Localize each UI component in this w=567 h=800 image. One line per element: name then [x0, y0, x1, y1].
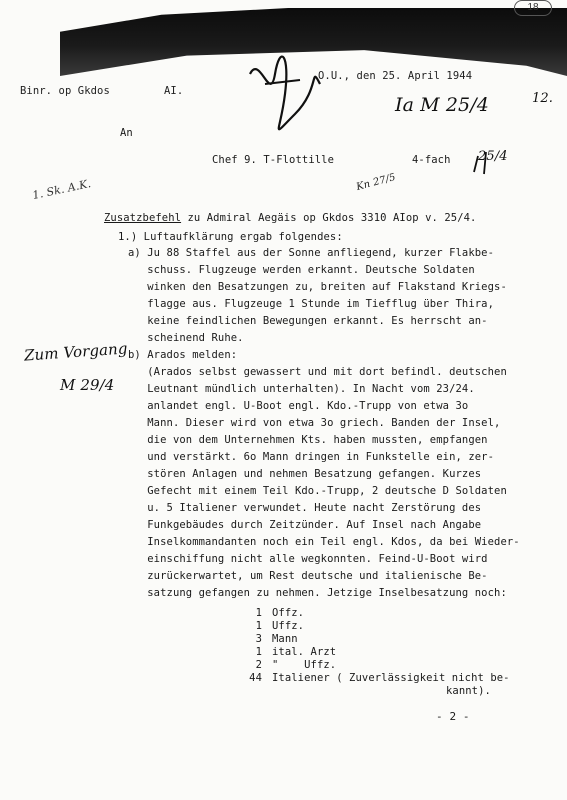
garrison-desc: Mann — [272, 633, 298, 645]
body-line: einschiffung nicht alle wegkonnten. Feind-U-Boot wird — [128, 553, 488, 565]
header-place-date: O.U., den 25. April 1944 — [318, 70, 473, 82]
handwritten-recipient-date: 25/4 — [478, 149, 508, 164]
body-line: und verstärkt. 6o Mann dringen in Funkstelle ein, zer- — [128, 451, 495, 463]
garrison-desc: Uffz. — [272, 620, 305, 632]
body-line: stören Anlagen und nehmen Besatzung gefangen. Kurzes — [128, 468, 482, 480]
subject-underlined: Zusatzbefehl — [104, 212, 182, 224]
garrison-count: 3 — [255, 633, 262, 645]
body-line: keine feindlichen Bewegungen erkannt. Es herrscht an- — [128, 315, 488, 327]
body-line: (Arados selbst gewassert und mit dort befindl. deutschen — [128, 366, 507, 378]
garrison-desc: Italiener ( Zuverlässigkeit nicht be- — [272, 672, 510, 684]
garrison-desc: Offz. — [272, 607, 305, 619]
body-line: 1.) Luftaufklärung ergab folgendes: — [118, 231, 343, 243]
page-number: - 2 - — [436, 710, 470, 723]
garrison-tail: kannt). — [446, 685, 491, 697]
body-line: b) Arados melden: — [128, 349, 238, 361]
check-mark-scribble — [470, 142, 510, 182]
header-ai: AI. — [164, 85, 184, 97]
garrison-count: 1 — [255, 646, 262, 658]
garrison-desc: ital. Arzt — [272, 646, 337, 658]
body-line: Leutnant mündlich unterhalten). In Nacht vom 23/24. — [128, 383, 475, 395]
body-line: zurückerwartet, um Rest deutsche und italienische Be- — [128, 570, 488, 582]
body-line: anlandet engl. U-Boot engl. Kdo.-Trupp von etwa 3o — [128, 400, 469, 412]
body-line: a) Ju 88 Staffel aus der Sonne anfliegend, kurzer Flakbe- — [128, 247, 495, 259]
garrison-desc: " Uffz. — [272, 659, 337, 671]
marginal-scribble-left: 1. Sk. A.K. — [31, 176, 93, 203]
garrison-count: 1 — [255, 620, 262, 632]
subject-line — [104, 213, 476, 224]
recipient-copies: 4-fach — [412, 154, 451, 166]
marginal-center-mark: Kn 27/5 — [355, 171, 397, 194]
handwritten-margin-num: 12. — [532, 91, 553, 106]
body-line: die von dem Unternehmen Kts. haben mussten, empfangen — [128, 434, 488, 446]
subject-rest: zu Admiral Aegäis op Gkdos 3310 AIop v. 25/4. — [181, 212, 477, 224]
marginal-zum-vorgang-signature: M 29/4 — [60, 376, 115, 394]
handwritten-initials: Ia M 25/4 — [395, 94, 489, 116]
garrison-count: 1 — [255, 607, 262, 619]
recipient-name: Chef 9. T-Flottille — [212, 154, 335, 166]
page-stamp: 18 — [514, 0, 552, 16]
body-line: schuss. Flugzeuge werden erkannt. Deutsche Soldaten — [128, 264, 475, 276]
body-line: u. 5 Italiener verwundet. Heute nacht Zerstörung des — [128, 502, 482, 514]
body-line: flagge aus. Flugzeuge 1 Stunde im Tiefflug über Thira, — [128, 298, 495, 310]
header-ref: Binr. op Gkdos — [20, 85, 110, 97]
body-line: winken den Besatzungen zu, breiten auf Flakstand Kriegs- — [128, 281, 507, 293]
body-line: scheinend Ruhe. — [128, 332, 244, 344]
body-line: Gefecht mit einem Teil Kdo.-Trupp, 2 deutsche D Soldaten — [128, 485, 507, 497]
marginal-zum-vorgang: Zum Vorgang — [23, 339, 129, 365]
garrison-count: 2 — [255, 659, 262, 671]
body-line: Inselkommandanten noch ein Teil engl. Kdos, da bei Wieder- — [128, 536, 520, 548]
garrison-count: 44 — [249, 672, 262, 684]
body-line: Funkgebäudes durch Zeitzünder. Auf Insel nach Angabe — [128, 519, 482, 531]
body-line: Mann. Dieser wird von etwa 3o griech. Banden der Insel, — [128, 417, 501, 429]
signature-scribble — [240, 44, 330, 144]
recipient-an: An — [120, 127, 133, 139]
body-line: satzung gefangen zu nehmen. Jetzige Inselbesatzung noch: — [128, 587, 507, 599]
